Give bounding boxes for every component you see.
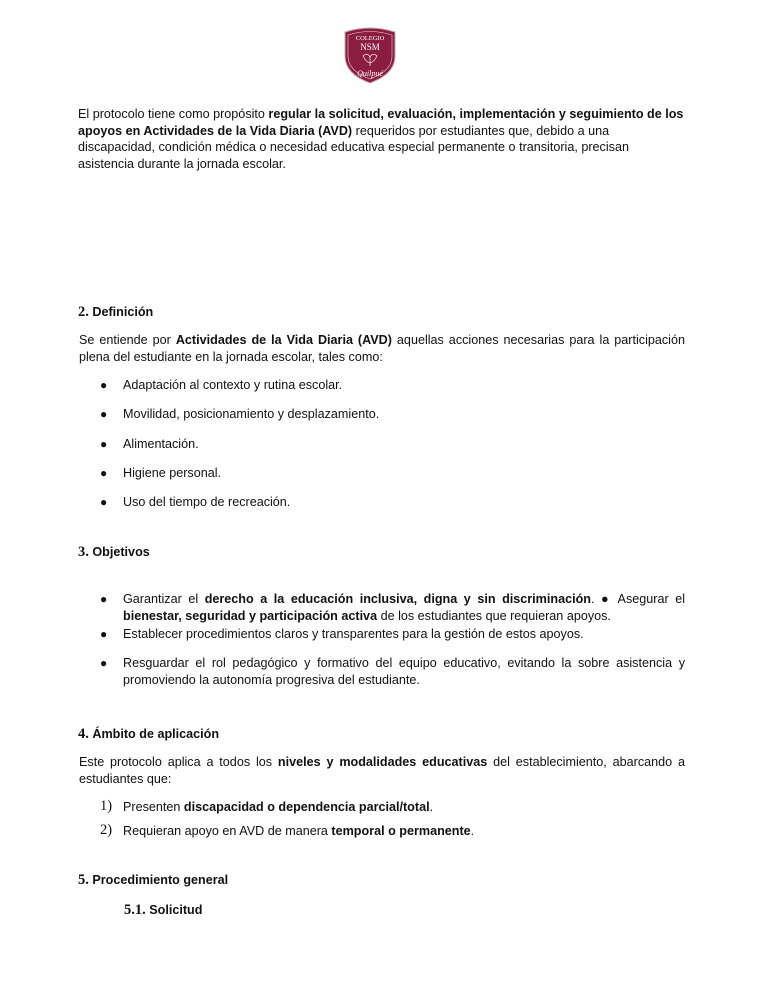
logo-text-nsm: NSM xyxy=(360,42,380,52)
intro-paragraph: El protocolo tiene como propósito regular la solicitud, evaluación, implementación y seguimiento de los apoyos en Actividades de la Vida Diaria (AVD) requeridos por estudiantes que, debido a una discapacidad, condición médica o necesidad educativa especial permanente o transitoria, precisan asistencia durante la jornada escolar. xyxy=(78,107,684,171)
logo-text-colegio: COLEGIO xyxy=(355,35,385,42)
section-3-heading: 3. Objetivos xyxy=(78,544,150,560)
list-item: ● Adaptación al contexto y rutina escolar. xyxy=(100,378,343,392)
list-item: ● Establecer procedimientos claros y transparentes para la gestión de estos apoyos. xyxy=(100,627,584,641)
list-item: ● Garantizar el derecho a la educación inclusiva, digna y sin discriminación. ● Asegurar el bienestar, seguridad y participación activa de los estudiantes que requieran apoyos. xyxy=(100,592,685,623)
list-item: 1) Presenten discapacidad o dependencia parcial/total. xyxy=(100,798,434,814)
section-5-1-subheading: 5.1. Solicitud xyxy=(124,902,203,918)
section-2-heading: 2. Definición xyxy=(78,304,154,320)
list-item: ● Uso del tiempo de recreación. xyxy=(100,495,291,509)
section-4-paragraph: Este protocolo aplica a todos los niveles y modalidades educativas del establecimiento, abarcando a estudiantes que: xyxy=(79,755,685,786)
section-5-heading: 5. Procedimiento general xyxy=(78,872,229,888)
school-crest-logo xyxy=(341,26,399,84)
list-item: ● Alimentación. xyxy=(100,437,199,451)
section-2-paragraph: Se entiende por Actividades de la Vida Diaria (AVD) aquellas acciones necesarias para la participación plena del estudiante en la jornada escolar, tales como: xyxy=(79,333,685,364)
list-item: 2) Requieran apoyo en AVD de manera temporal o permanente. xyxy=(100,822,475,838)
list-item: ● Higiene personal. xyxy=(100,466,222,480)
list-item: ● Resguardar el rol pedagógico y formativo del equipo educativo, evitando la sobre asistencia y promoviendo la autonomía progresiva del estudiante. xyxy=(100,656,685,687)
section-4-heading: 4. Ámbito de aplicación xyxy=(78,726,220,742)
list-item: ● Movilidad, posicionamiento y desplazamiento. xyxy=(100,407,380,421)
logo-text-quilpue: Quilpué xyxy=(357,69,383,78)
